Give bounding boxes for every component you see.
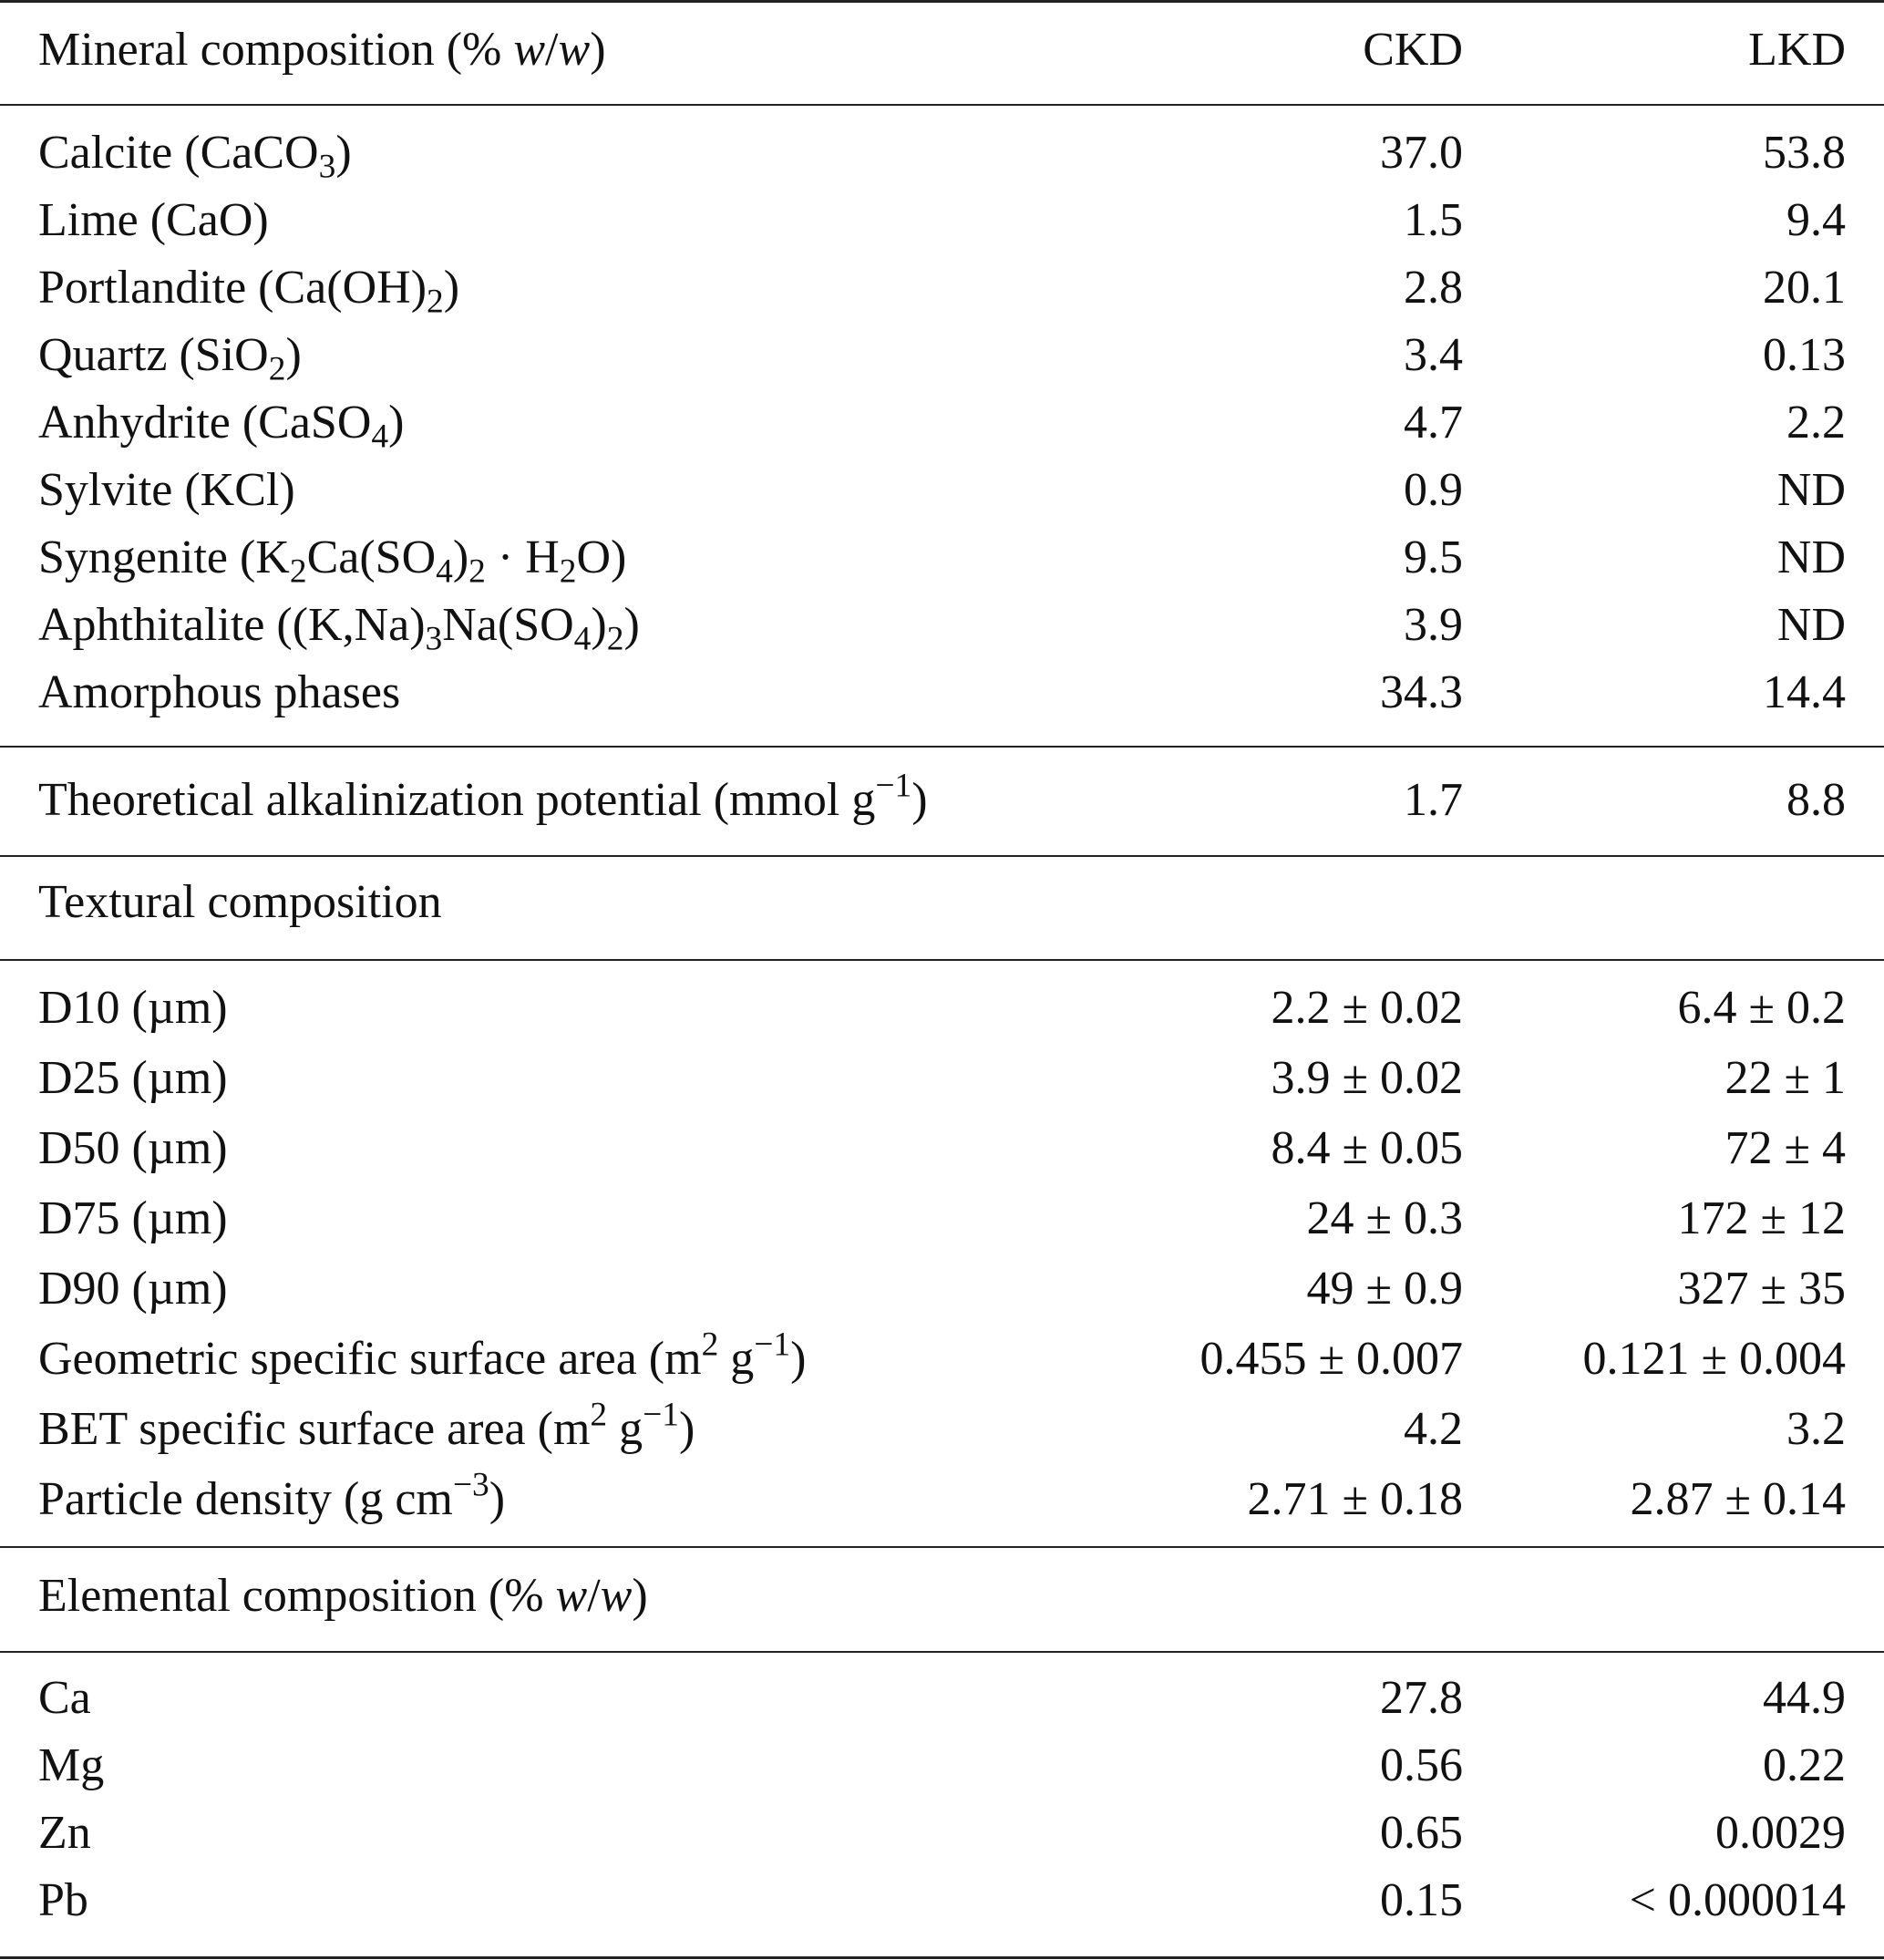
row-ckd-value: 8.4 ± 0.05 xyxy=(1271,1122,1463,1174)
header-ckd: CKD xyxy=(1363,24,1463,76)
row-label: Zn xyxy=(38,1807,91,1859)
row-label: D25 (µm) xyxy=(38,1052,228,1104)
table-row xyxy=(0,457,1884,524)
row-lkd-value: 3.2 xyxy=(1786,1403,1846,1455)
table-row xyxy=(0,1867,1884,1934)
row-ckd-value: 3.4 xyxy=(1404,329,1463,381)
row-lkd-value: 72 ± 4 xyxy=(1724,1122,1846,1174)
row-ckd-value: 34.3 xyxy=(1380,666,1463,718)
table-row xyxy=(0,1255,1884,1323)
table-row xyxy=(0,1732,1884,1800)
table-row xyxy=(0,389,1884,457)
textural-heading-row xyxy=(0,869,1884,936)
row-ckd-value: 0.56 xyxy=(1380,1739,1463,1791)
row-label: D10 (µm) xyxy=(38,982,228,1034)
row-lkd-value: ND xyxy=(1776,531,1846,583)
row-label: Amorphous phases xyxy=(38,666,401,718)
table-row xyxy=(0,1185,1884,1253)
table-row xyxy=(0,1665,1884,1732)
textural-rule xyxy=(0,1546,1884,1548)
row-label: Lime (CaO) xyxy=(38,194,269,246)
table-row xyxy=(0,119,1884,187)
row-ckd-value: 2.8 xyxy=(1404,262,1463,314)
bottom-rule xyxy=(0,1956,1884,1959)
row-lkd-value: 6.4 ± 0.2 xyxy=(1677,982,1846,1034)
row-lkd-value: 327 ± 35 xyxy=(1677,1263,1846,1315)
row-ckd-value: 4.7 xyxy=(1404,397,1463,449)
table-row xyxy=(0,187,1884,254)
alkalinization-lkd: 8.8 xyxy=(1786,774,1846,826)
row-label: Ca xyxy=(38,1672,91,1724)
row-ckd-value: 0.9 xyxy=(1404,464,1463,516)
alkalinization-ckd: 1.7 xyxy=(1404,774,1463,826)
elemental-heading: Elemental composition (% w/w) xyxy=(38,1570,648,1622)
table-row xyxy=(0,659,1884,727)
table-row xyxy=(0,1326,1884,1393)
table-row xyxy=(0,1045,1884,1112)
row-ckd-value: 0.65 xyxy=(1380,1807,1463,1859)
row-lkd-value: < 0.000014 xyxy=(1629,1874,1846,1926)
row-label: Quartz (SiO$_2$) xyxy=(38,329,302,388)
row-lkd-value: 20.1 xyxy=(1763,262,1846,314)
alkalinization-label: Theoretical alkalinization potential (mmol $g^{-1}$) xyxy=(38,767,928,826)
header-label: Mineral composition (% w/w) xyxy=(38,24,606,76)
row-label: Calcite (CaCO$_3$) xyxy=(38,127,352,186)
header-lkd: LKD xyxy=(1748,24,1846,76)
row-lkd-value: 0.13 xyxy=(1763,329,1846,381)
alkalinization-row xyxy=(0,767,1884,834)
row-ckd-value: 0.15 xyxy=(1380,1874,1463,1926)
alkalinization-rule xyxy=(0,855,1884,857)
row-label: Pb xyxy=(38,1874,88,1926)
row-ckd-value: 3.9 xyxy=(1404,599,1463,651)
row-label: Anhydrite (CaSO$_4$) xyxy=(38,397,405,456)
row-label: Sylvite (KCl) xyxy=(38,464,295,516)
row-ckd-value: 4.2 xyxy=(1404,1403,1463,1455)
row-lkd-value: ND xyxy=(1776,599,1846,651)
row-ckd-value: 24 ± 0.3 xyxy=(1306,1192,1463,1244)
row-lkd-value: 0.0029 xyxy=(1715,1807,1846,1859)
row-ckd-value: 9.5 xyxy=(1404,531,1463,583)
row-lkd-value: 0.121 ± 0.004 xyxy=(1582,1333,1846,1385)
row-label: Syngenite $(K_2Ca(SO_4)_2 \cdot H_2O)$ xyxy=(38,531,627,591)
row-ckd-value: 1.5 xyxy=(1404,194,1463,246)
table-row xyxy=(0,1466,1884,1533)
row-label: Geometric specific surface area ($m^2$ $g^{-1}$) xyxy=(38,1326,807,1385)
header-rule xyxy=(0,104,1884,106)
row-lkd-value: ND xyxy=(1776,464,1846,516)
table-row xyxy=(0,975,1884,1042)
textural-heading: Textural composition xyxy=(38,876,442,928)
table-row xyxy=(0,1115,1884,1182)
row-lkd-value: 14.4 xyxy=(1763,666,1846,718)
table-row xyxy=(0,524,1884,592)
row-ckd-value: 27.8 xyxy=(1380,1672,1463,1724)
row-ckd-value: 2.71 ± 0.18 xyxy=(1247,1473,1463,1525)
table-row xyxy=(0,592,1884,659)
row-ckd-value: 49 ± 0.9 xyxy=(1306,1263,1463,1315)
mineral-rule xyxy=(0,746,1884,748)
row-label: Portlandite $(Ca(OH)_2)$ xyxy=(38,262,460,321)
row-lkd-value: 172 ± 12 xyxy=(1677,1192,1846,1244)
row-lkd-value: 2.87 ± 0.14 xyxy=(1630,1473,1846,1525)
elemental-heading-rule xyxy=(0,1651,1884,1653)
row-lkd-value: 0.22 xyxy=(1763,1739,1846,1791)
table-row xyxy=(0,1800,1884,1867)
table-row xyxy=(0,1396,1884,1463)
row-label: BET specific surface area ($m^2$ $g^{-1}$) xyxy=(38,1396,695,1455)
header-row xyxy=(0,16,1884,84)
row-label: Particle density (g $cm^{-3}$) xyxy=(38,1466,506,1525)
row-lkd-value: 53.8 xyxy=(1763,127,1846,179)
row-label: Mg xyxy=(38,1739,105,1791)
row-ckd-value: 0.455 ± 0.007 xyxy=(1199,1333,1463,1385)
row-lkd-value: 2.2 xyxy=(1786,397,1846,449)
textural-heading-rule xyxy=(0,959,1884,961)
row-lkd-value: 9.4 xyxy=(1786,194,1846,246)
row-lkd-value: 22 ± 1 xyxy=(1724,1052,1846,1104)
top-rule xyxy=(0,0,1884,3)
elemental-heading-row xyxy=(0,1563,1884,1630)
row-ckd-value: 3.9 ± 0.02 xyxy=(1271,1052,1463,1104)
row-ckd-value: 37.0 xyxy=(1380,127,1463,179)
table-row xyxy=(0,254,1884,322)
row-label: D50 (µm) xyxy=(38,1122,228,1174)
table-row xyxy=(0,322,1884,389)
row-ckd-value: 2.2 ± 0.02 xyxy=(1271,982,1463,1034)
row-label: D75 (µm) xyxy=(38,1192,228,1244)
row-label: D90 (µm) xyxy=(38,1263,228,1315)
row-label: Aphthitalite $((K,Na)_3Na(SO_4)_2)$ xyxy=(38,599,640,658)
row-lkd-value: 44.9 xyxy=(1763,1672,1846,1724)
